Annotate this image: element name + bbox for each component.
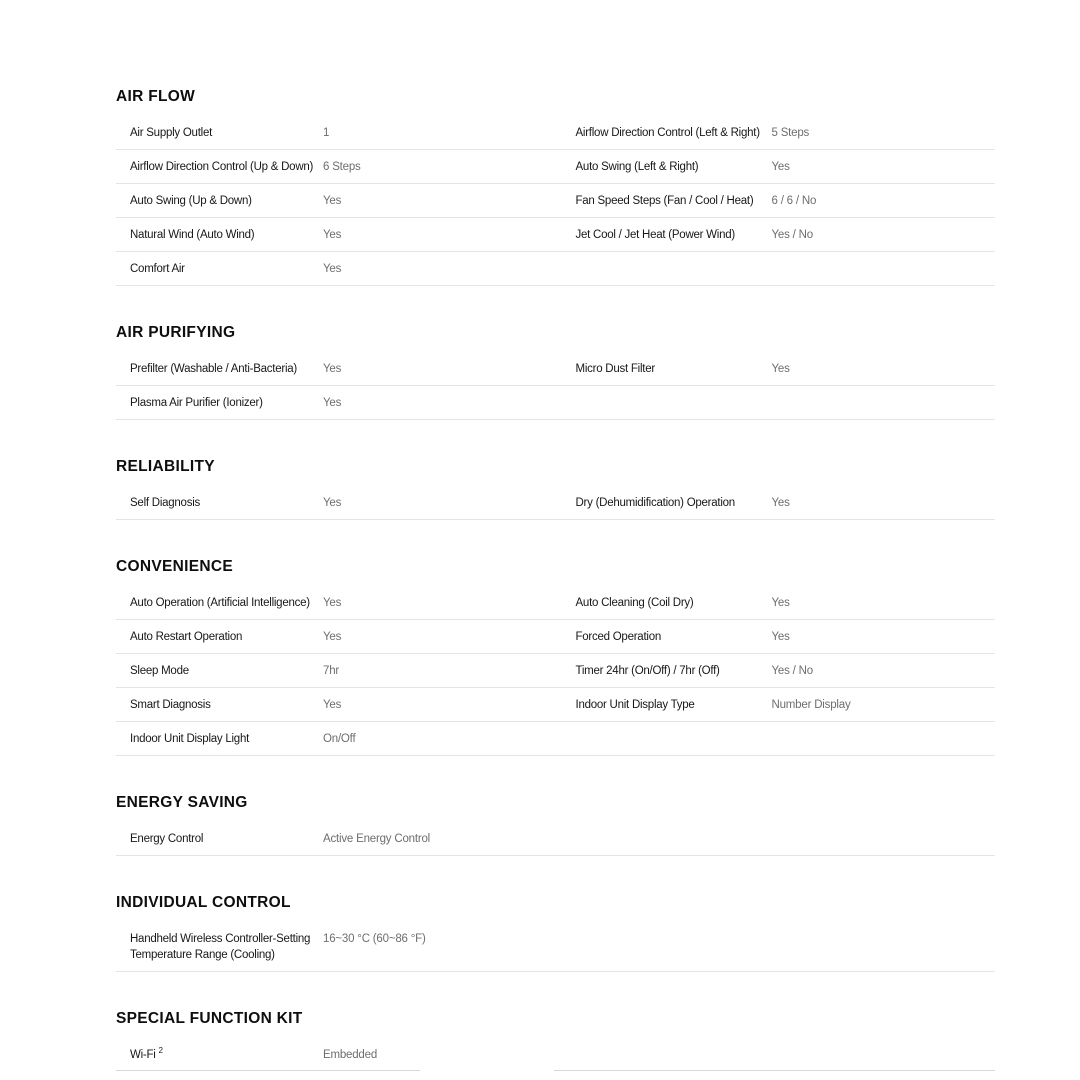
spec-cell-value: 16~30 °C (60~86 °F) — [323, 933, 426, 945]
spec-cell-value: 1 — [323, 127, 330, 139]
spec-cell-value: Yes / No — [771, 229, 813, 241]
spec-section — [116, 457, 995, 520]
spec-cell-label: Auto Operation (Artificial Intelligence) — [130, 597, 310, 609]
spec-section — [116, 557, 995, 756]
spec-cell-label: Plasma Air Purifier (Ionizer) — [130, 397, 263, 409]
superscript-note: 2 — [158, 1046, 163, 1056]
spec-cell-value: Yes — [323, 497, 342, 509]
spec-cell-value: Yes — [323, 195, 342, 207]
spec-cell-pair — [116, 116, 556, 149]
spec-cell-value: Yes — [323, 263, 342, 275]
section-title: AIR PURIFYING — [116, 324, 236, 341]
spec-cell-value: 6 / 6 / No — [771, 195, 817, 207]
spec-cell-pair — [556, 822, 996, 855]
spec-cell-label: Handheld Wireless Controller-Setting Temperature Range (Cooling) — [130, 933, 311, 961]
spec-section — [116, 323, 995, 420]
spec-section — [116, 87, 995, 286]
section-title: AIR FLOW — [116, 88, 196, 105]
spec-cell-pair — [116, 184, 556, 217]
spec-cell-value: On/Off — [323, 733, 356, 745]
spec-cell-pair — [556, 184, 996, 217]
spec-row — [116, 822, 995, 856]
spec-cell-pair — [116, 822, 556, 855]
spec-cell-pair — [116, 1038, 556, 1071]
spec-cell-label: Airflow Direction Control (Left & Right) — [575, 127, 760, 139]
spec-cell-label: Auto Restart Operation — [130, 631, 243, 643]
spec-cell-label: Jet Cool / Jet Heat (Power Wind) — [575, 229, 735, 241]
spec-cell-value: Yes — [323, 229, 342, 241]
spec-cell-pair — [556, 620, 996, 653]
spec-cell-value: Yes — [771, 631, 790, 643]
spec-cell-pair — [556, 352, 996, 385]
spec-cell-pair — [116, 688, 556, 721]
spec-cell-pair — [556, 586, 996, 619]
spec-cell-label: Auto Swing (Left & Right) — [575, 161, 699, 173]
spec-cell-label: Dry (Dehumidification) Operation — [575, 497, 735, 509]
spec-cell-pair — [556, 116, 996, 149]
spec-cell-pair — [556, 252, 996, 285]
section-title: CONVENIENCE — [116, 558, 233, 575]
spec-cell-value: Yes — [771, 161, 790, 173]
spec-section — [116, 1009, 995, 1072]
spec-cell-label: Prefilter (Washable / Anti-Bacteria) — [130, 363, 297, 375]
spec-cell-label: Fan Speed Steps (Fan / Cool / Heat) — [575, 195, 754, 207]
spec-cell-label: Air Supply Outlet — [130, 127, 213, 139]
spec-section — [116, 893, 995, 972]
spec-row — [116, 1038, 995, 1072]
spec-row — [116, 184, 995, 218]
spec-cell-label: Wi-Fi $^2$ — [130, 1046, 163, 1061]
spec-cell-label: Indoor Unit Display Type — [575, 699, 695, 711]
spec-cell-value: Yes — [323, 699, 342, 711]
spec-cell-label: Auto Cleaning (Coil Dry) — [575, 597, 694, 609]
spec-row — [116, 150, 995, 184]
spec-row — [116, 218, 995, 252]
spec-cell-value: 6 Steps — [323, 161, 361, 173]
spec-cell-label: Timer 24hr (On/Off) / 7hr (Off) — [575, 665, 720, 677]
spec-cell-pair — [116, 586, 556, 619]
spec-cell-value: Embedded — [323, 1049, 378, 1061]
spec-cell-label: Airflow Direction Control (Up & Down) — [130, 161, 314, 173]
spec-cell-label: Energy Control — [130, 833, 204, 845]
spec-cell-pair — [116, 386, 556, 419]
spec-cell-pair — [116, 722, 556, 755]
spec-row — [116, 688, 995, 722]
spec-cell-pair — [116, 620, 556, 653]
spec-cell-label: Comfort Air — [130, 263, 185, 275]
spec-cell-value: Number Display — [771, 699, 851, 711]
spec-cell-value: Yes — [771, 597, 790, 609]
spec-content — [116, 87, 995, 1072]
spec-row — [116, 654, 995, 688]
spec-row — [116, 922, 995, 972]
spec-cell-label: Indoor Unit Display Light — [130, 733, 250, 745]
spec-cell-pair — [556, 688, 996, 721]
spec-cell-value: Yes — [771, 497, 790, 509]
spec-row — [116, 352, 995, 386]
spec-cell-label: Natural Wind (Auto Wind) — [130, 229, 255, 241]
spec-cell-pair — [116, 150, 556, 183]
spec-row — [116, 252, 995, 286]
spec-cell-label: Self Diagnosis — [130, 497, 201, 509]
spec-row — [116, 620, 995, 654]
spec-cell-value: Yes — [323, 363, 342, 375]
spec-cell-pair — [556, 386, 996, 419]
spec-cell-label: Forced Operation — [575, 631, 661, 643]
spec-cell-pair — [556, 1038, 996, 1071]
spec-row — [116, 586, 995, 620]
section-title: SPECIAL FUNCTION KIT — [116, 1010, 303, 1027]
spec-cell-label: Auto Swing (Up & Down) — [130, 195, 252, 207]
spec-cell-value: 7hr — [323, 665, 340, 677]
spec-cell-pair — [556, 486, 996, 519]
spec-section — [116, 793, 995, 856]
spec-cell-value: Yes / No — [771, 665, 813, 677]
section-title: ENERGY SAVING — [116, 794, 248, 811]
spec-cell-value: Yes — [323, 397, 342, 409]
section-title: INDIVIDUAL CONTROL — [116, 894, 291, 911]
spec-cell-label: Sleep Mode — [130, 665, 189, 677]
spec-cell-pair — [116, 252, 556, 285]
spec-cell-pair — [116, 352, 556, 385]
spec-cell-value: Yes — [323, 631, 342, 643]
spec-cell-pair — [556, 654, 996, 687]
spec-cell-pair — [116, 654, 556, 687]
spec-cell-value: Yes — [323, 597, 342, 609]
section-title: RELIABILITY — [116, 458, 215, 475]
spec-row — [116, 116, 995, 150]
spec-row — [116, 386, 995, 420]
spec-row — [116, 486, 995, 520]
spec-cell-pair — [556, 218, 996, 251]
spec-cell-pair — [116, 922, 556, 971]
spec-cell-value: Active Energy Control — [323, 833, 431, 845]
spec-cell-label: Smart Diagnosis — [130, 699, 211, 711]
spec-cell-label: Micro Dust Filter — [575, 363, 655, 375]
spec-cell-value: Yes — [771, 363, 790, 375]
spec-cell-pair — [116, 486, 556, 519]
spec-cell-pair — [116, 218, 556, 251]
spec-cell-pair — [556, 722, 996, 755]
spec-cell-value: 5 Steps — [771, 127, 810, 139]
spec-cell-pair — [556, 150, 996, 183]
spec-row — [116, 722, 995, 756]
spec-cell-pair — [556, 922, 996, 971]
